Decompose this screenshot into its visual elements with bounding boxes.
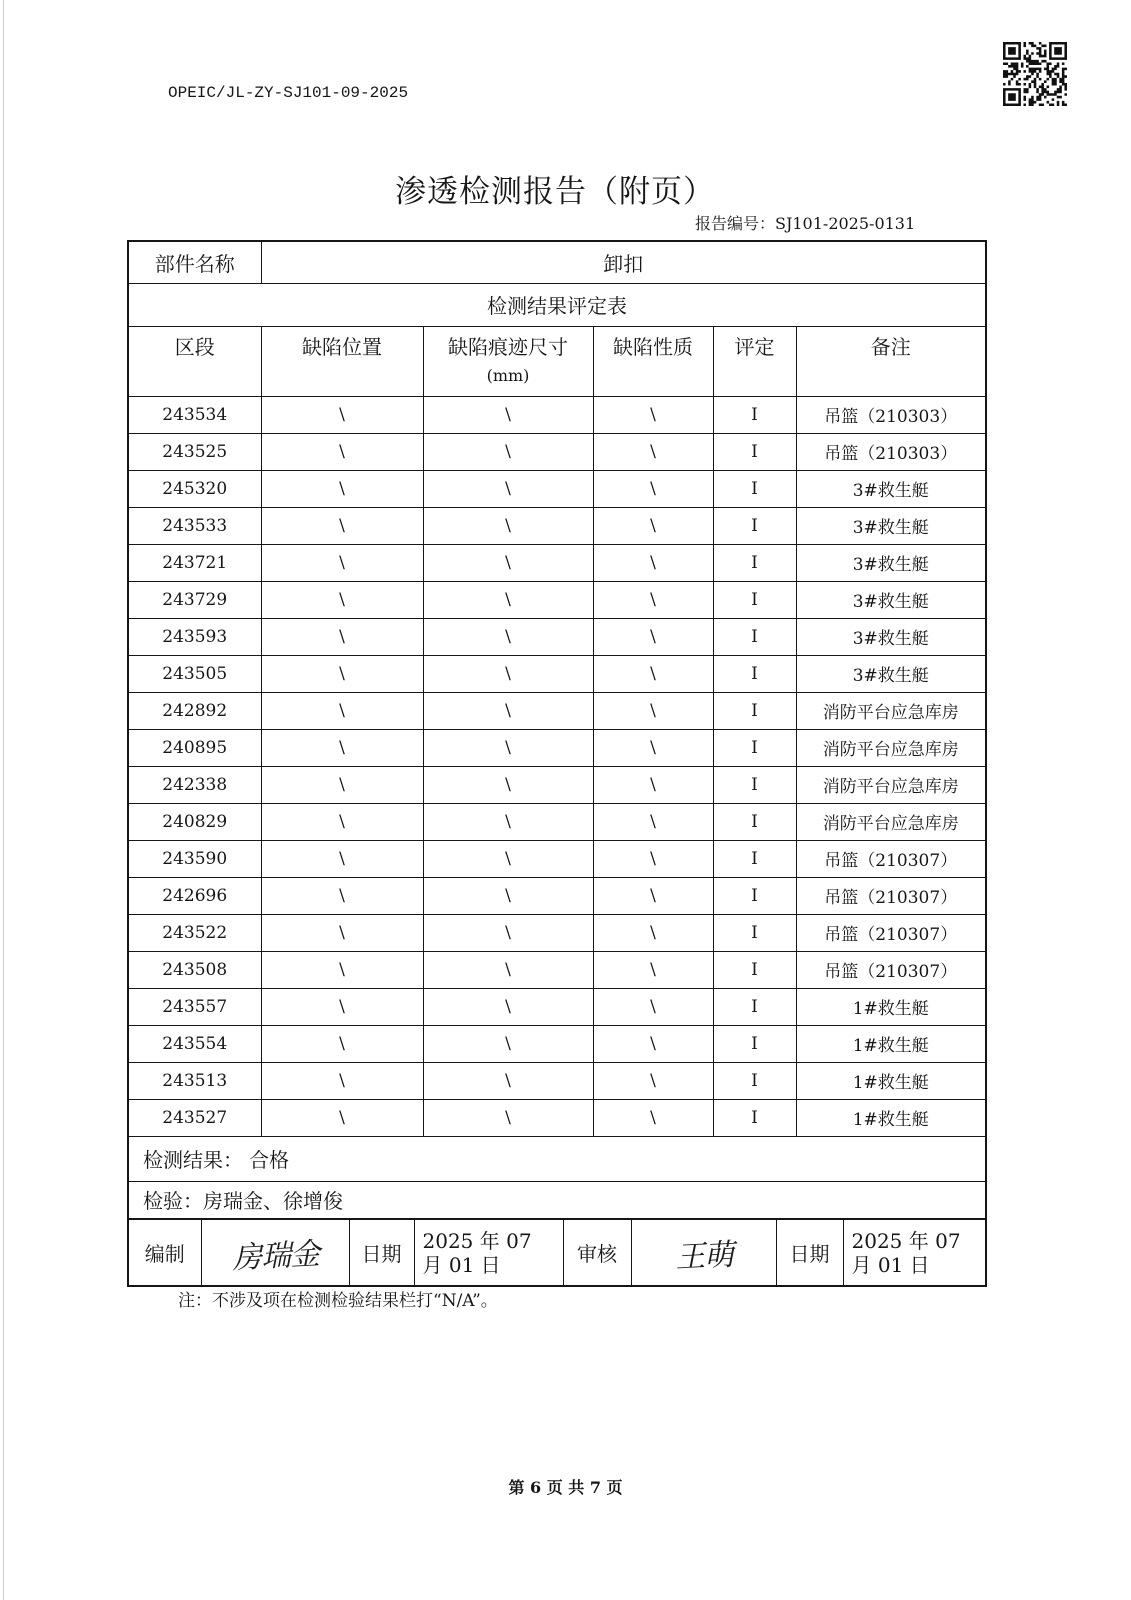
review-signature: 王萌	[673, 1237, 734, 1275]
defect-nature-cell: \	[593, 618, 713, 655]
header-nature: 缺陷性质	[593, 326, 713, 396]
remark-cell: 消防平台应急库房	[796, 803, 986, 840]
rating-cell: I	[713, 433, 796, 470]
result-value: 合格	[249, 1148, 289, 1172]
section-cell: 245320	[128, 470, 261, 507]
remark-cell: 消防平台应急库房	[796, 692, 986, 729]
evaluation-form	[127, 240, 985, 1287]
defect-nature-cell: \	[593, 507, 713, 544]
defect-position-cell: \	[261, 544, 423, 581]
defect-size-cell: \	[423, 914, 593, 951]
defect-size-cell: \	[423, 803, 593, 840]
rating-cell: I	[713, 988, 796, 1025]
header-size	[423, 326, 593, 396]
defect-position-cell: \	[261, 433, 423, 470]
result-row	[128, 1136, 986, 1181]
remark-cell: 吊篮（210307）	[796, 951, 986, 988]
defect-nature-cell: \	[593, 470, 713, 507]
defect-position-cell: \	[261, 507, 423, 544]
compiled-date-label: 日期	[349, 1219, 414, 1286]
rating-cell: I	[713, 729, 796, 766]
table-row	[128, 840, 986, 877]
part-name-row	[128, 241, 986, 283]
section-cell: 243527	[128, 1099, 261, 1136]
defect-size-cell: \	[423, 433, 593, 470]
table-row	[128, 803, 986, 840]
rating-cell: I	[713, 803, 796, 840]
rating-cell: I	[713, 618, 796, 655]
table-row	[128, 729, 986, 766]
remark-cell: 吊篮（210307）	[796, 840, 986, 877]
result-cell	[128, 1136, 986, 1181]
defect-nature-cell: \	[593, 951, 713, 988]
remark-cell: 3#救生艇	[796, 618, 986, 655]
defect-size-cell: \	[423, 655, 593, 692]
section-cell: 242338	[128, 766, 261, 803]
rating-cell: I	[713, 840, 796, 877]
page-title: 渗透检测报告（附页）	[395, 174, 715, 210]
section-cell: 243534	[128, 396, 261, 433]
section-cell: 243554	[128, 1025, 261, 1062]
defect-nature-cell: \	[593, 1025, 713, 1062]
defect-size-cell: \	[423, 544, 593, 581]
table-row	[128, 1025, 986, 1062]
defect-size-cell: \	[423, 692, 593, 729]
table-row	[128, 544, 986, 581]
table-head	[128, 241, 986, 396]
defect-position-cell: \	[261, 766, 423, 803]
section-cell: 243593	[128, 618, 261, 655]
section-cell: 243590	[128, 840, 261, 877]
section-cell: 243522	[128, 914, 261, 951]
review-signature-cell	[631, 1219, 776, 1286]
table-row	[128, 470, 986, 507]
defect-position-cell: \	[261, 803, 423, 840]
defect-position-cell: \	[261, 581, 423, 618]
rating-cell: I	[713, 544, 796, 581]
section-cell: 243513	[128, 1062, 261, 1099]
defect-size-cell: \	[423, 470, 593, 507]
table-row	[128, 766, 986, 803]
header-remark: 备注	[796, 326, 986, 396]
remark-cell: 3#救生艇	[796, 655, 986, 692]
defect-position-cell: \	[261, 988, 423, 1025]
table-row	[128, 507, 986, 544]
results-table	[127, 240, 987, 1220]
defect-nature-cell: \	[593, 914, 713, 951]
header-position: 缺陷位置	[261, 326, 423, 396]
remark-cell: 消防平台应急库房	[796, 729, 986, 766]
defect-size-cell: \	[423, 729, 593, 766]
section-cell: 243721	[128, 544, 261, 581]
signoff-body	[128, 1219, 986, 1286]
remark-cell: 消防平台应急库房	[796, 766, 986, 803]
defect-nature-cell: \	[593, 396, 713, 433]
section-cell: 243525	[128, 433, 261, 470]
remark-cell: 3#救生艇	[796, 544, 986, 581]
table-title: 检测结果评定表	[128, 283, 986, 326]
document-code: OPEIC/JL-ZY-SJ101-09-2025	[168, 84, 409, 102]
table-foot	[128, 1136, 986, 1219]
defect-position-cell: \	[261, 1025, 423, 1062]
inspection-cell	[128, 1181, 986, 1219]
defect-position-cell: \	[261, 877, 423, 914]
defect-position-cell: \	[261, 914, 423, 951]
inspection-names: 房瑞金、徐增俊	[203, 1189, 343, 1214]
remark-cell: 1#救生艇	[796, 1062, 986, 1099]
defect-size-cell: \	[423, 951, 593, 988]
defect-position-cell: \	[261, 1099, 423, 1136]
rating-cell: I	[713, 581, 796, 618]
qr-modules	[1003, 42, 1067, 106]
defect-size-cell: \	[423, 840, 593, 877]
defect-position-cell: \	[261, 951, 423, 988]
defect-nature-cell: \	[593, 988, 713, 1025]
defect-position-cell: \	[261, 840, 423, 877]
section-cell: 243505	[128, 655, 261, 692]
defect-nature-cell: \	[593, 877, 713, 914]
rating-cell: I	[713, 470, 796, 507]
defect-nature-cell: \	[593, 581, 713, 618]
defect-nature-cell: \	[593, 655, 713, 692]
rating-cell: I	[713, 766, 796, 803]
defect-size-cell: \	[423, 581, 593, 618]
table-row	[128, 951, 986, 988]
review-date: 2025 年 07 月 01 日	[843, 1219, 986, 1286]
defect-nature-cell: \	[593, 729, 713, 766]
remark-cell: 吊篮（210307）	[796, 914, 986, 951]
rating-cell: I	[713, 1025, 796, 1062]
rating-cell: I	[713, 396, 796, 433]
table-row	[128, 914, 986, 951]
table-row	[128, 655, 986, 692]
result-label: 检测结果：	[143, 1148, 243, 1172]
defect-nature-cell: \	[593, 544, 713, 581]
table-row	[128, 1099, 986, 1136]
section-cell: 242696	[128, 877, 261, 914]
inspection-row	[128, 1181, 986, 1219]
part-name-value: 卸扣	[261, 241, 986, 283]
defect-position-cell: \	[261, 729, 423, 766]
rating-cell: I	[713, 951, 796, 988]
rating-cell: I	[713, 1062, 796, 1099]
defect-size-cell: \	[423, 507, 593, 544]
section-cell: 243533	[128, 507, 261, 544]
header-rating: 评定	[713, 326, 796, 396]
section-cell: 242892	[128, 692, 261, 729]
defect-position-cell: \	[261, 692, 423, 729]
defect-size-cell: \	[423, 618, 593, 655]
table-row	[128, 877, 986, 914]
section-cell: 240829	[128, 803, 261, 840]
remark-cell: 1#救生艇	[796, 1099, 986, 1136]
table-title-row	[128, 283, 986, 326]
table-row	[128, 433, 986, 470]
defect-nature-cell: \	[593, 840, 713, 877]
compiled-signature: 房瑞金	[230, 1236, 320, 1276]
rating-cell: I	[713, 507, 796, 544]
defect-nature-cell: \	[593, 766, 713, 803]
defect-nature-cell: \	[593, 1099, 713, 1136]
defect-size-cell: \	[423, 396, 593, 433]
header-section: 区段	[128, 326, 261, 396]
defect-nature-cell: \	[593, 1062, 713, 1099]
header-size-unit: (mm)	[486, 365, 530, 385]
review-date-label: 日期	[776, 1219, 843, 1286]
defect-position-cell: \	[261, 470, 423, 507]
remark-cell: 3#救生艇	[796, 581, 986, 618]
remark-cell: 吊篮（210303）	[796, 433, 986, 470]
remark-cell: 1#救生艇	[796, 988, 986, 1025]
defect-nature-cell: \	[593, 433, 713, 470]
remark-cell: 吊篮（210303）	[796, 396, 986, 433]
page-number: 第 6 页 共 7 页	[508, 1478, 623, 1497]
compiled-date: 2025 年 07 月 01 日	[414, 1219, 563, 1286]
table-row	[128, 692, 986, 729]
remark-cell: 吊篮（210307）	[796, 877, 986, 914]
defect-size-cell: \	[423, 1025, 593, 1062]
table-row	[128, 396, 986, 433]
header-size-label: 缺陷痕迹尺寸	[448, 334, 568, 359]
rating-cell: I	[713, 692, 796, 729]
qr-code	[1003, 42, 1067, 106]
inspection-label: 检验：	[143, 1189, 203, 1214]
remark-cell: 3#救生艇	[796, 507, 986, 544]
column-header-row	[128, 326, 986, 396]
table-row	[128, 618, 986, 655]
signoff-row	[128, 1219, 986, 1286]
remark-cell: 1#救生艇	[796, 1025, 986, 1062]
defect-size-cell: \	[423, 1062, 593, 1099]
defect-position-cell: \	[261, 396, 423, 433]
table-body	[128, 396, 986, 1136]
rating-cell: I	[713, 877, 796, 914]
table-row	[128, 1062, 986, 1099]
compiled-signature-cell	[201, 1219, 349, 1286]
defect-size-cell: \	[423, 988, 593, 1025]
section-cell: 243557	[128, 988, 261, 1025]
review-label: 审核	[563, 1219, 631, 1286]
rating-cell: I	[713, 914, 796, 951]
defect-position-cell: \	[261, 655, 423, 692]
defect-position-cell: \	[261, 1062, 423, 1099]
defect-size-cell: \	[423, 766, 593, 803]
section-cell: 240895	[128, 729, 261, 766]
defect-size-cell: \	[423, 877, 593, 914]
footnote: 注：不涉及项在检测检验结果栏打“N/A”。	[178, 1291, 498, 1311]
rating-cell: I	[713, 655, 796, 692]
compiled-label: 编制	[128, 1219, 201, 1286]
signoff-table	[127, 1218, 987, 1287]
defect-nature-cell: \	[593, 692, 713, 729]
table-row	[128, 581, 986, 618]
table-row	[128, 988, 986, 1025]
defect-nature-cell: \	[593, 803, 713, 840]
defect-size-cell: \	[423, 1099, 593, 1136]
section-cell: 243508	[128, 951, 261, 988]
scan-edge-line	[3, 0, 4, 1600]
report-number: 报告编号：SJ101-2025-0131	[695, 214, 916, 233]
rating-cell: I	[713, 1099, 796, 1136]
section-cell: 243729	[128, 581, 261, 618]
remark-cell: 3#救生艇	[796, 470, 986, 507]
defect-position-cell: \	[261, 618, 423, 655]
part-name-label: 部件名称	[128, 241, 261, 283]
